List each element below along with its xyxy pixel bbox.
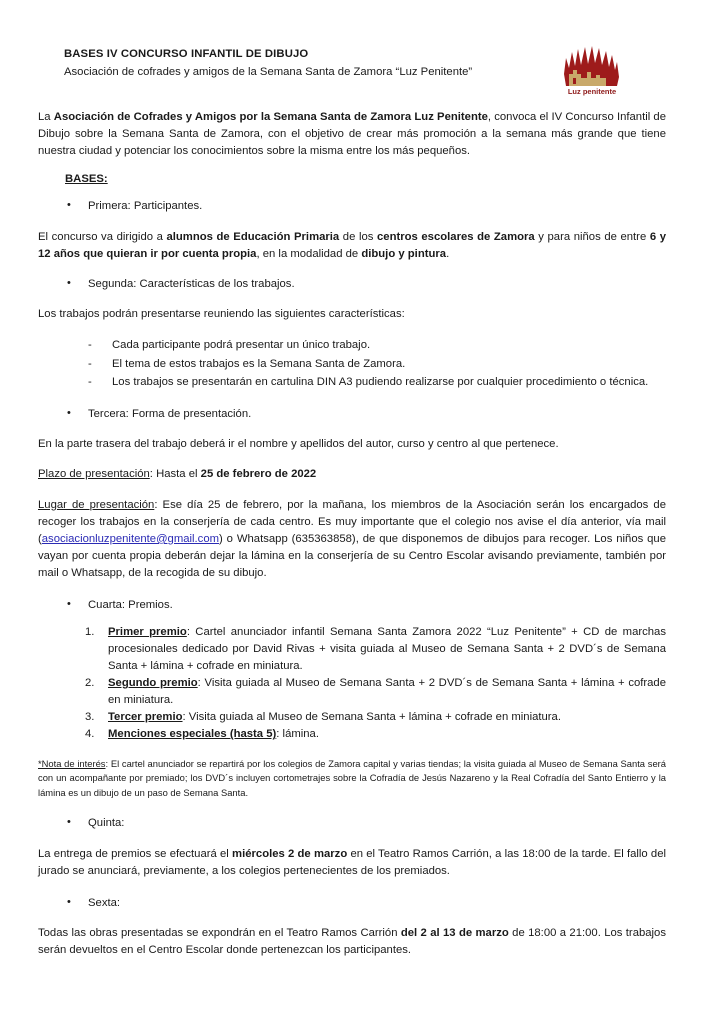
intro-text-c: , convoca el IV Concurso Infantil de Dibujo sobre la Semana Santa de Zamora, con el objetivo de crear más promoción a la semana más grande que tiene nuestra ciudad y potenciar los conocimientos sobre la misma entre los más pequeños. <box>38 111 666 158</box>
primera-text-g: , en la modalidad de <box>256 247 362 260</box>
email-link[interactable]: asociacionluzpenitente@gmail.com <box>41 532 220 545</box>
bullet-list-quinta <box>38 815 666 832</box>
plazo-presentacion-line <box>38 466 666 483</box>
quinta-bold-fecha: miércoles 2 de marzo <box>232 847 348 860</box>
prize-item <box>38 675 666 709</box>
primera-paragraph <box>38 229 666 263</box>
tercera-paragraph: En la parte trasera del trabajo deberá ir el nombre y apellidos del autor, curso y centro al que pertenece. <box>38 438 559 451</box>
dash-list-caracteristicas <box>38 336 666 391</box>
lugar-presentacion-paragraph <box>38 497 666 583</box>
bullet-list-sexta <box>38 895 666 912</box>
quinta-text-a: La entrega de premios se efectuará el <box>38 847 233 860</box>
segunda-lead-paragraph: Los trabajos podrán presentarse reuniendo las siguientes características: <box>38 308 405 321</box>
primera-text-a: El concurso va dirigido a <box>38 230 167 243</box>
intro-paragraph <box>38 109 666 160</box>
bases-heading: BASES: <box>65 173 108 186</box>
nota-de-interes <box>38 757 666 801</box>
primera-text-e: y para niños de entre <box>534 230 650 243</box>
bullet-item-tercera: • Tercera: Forma de presentación. <box>38 406 666 423</box>
primera-bold-centros: centros escolares de Zamora <box>377 230 535 243</box>
prize-list <box>38 624 666 744</box>
prize-item <box>38 709 666 726</box>
document-content <box>38 46 666 959</box>
bullet-item-cuarta: • Cuarta: Premios. <box>38 597 666 614</box>
primera-text-i: . <box>446 247 450 260</box>
dash-item: - El tema de estos trabajos es la Semana Santa de Zamora. <box>38 355 666 373</box>
prize-text: : lámina. <box>276 728 319 741</box>
prize-label: Primer premio <box>108 625 187 638</box>
dash-item: - Los trabajos se presentarán en cartulina DIN A3 pudiendo realizarse por cualquier procedimiento o técnica. <box>38 373 666 391</box>
plazo-label: Plazo de presentación <box>38 468 150 481</box>
document-header <box>38 46 666 94</box>
bullet-item-primera: • Primera: Participantes. <box>38 198 666 215</box>
prize-text: : Visita guiada al Museo de Semana Santa + lámina + cofrade en miniatura. <box>182 711 561 724</box>
dash-item: - Cada participante podrá presentar un único trabajo. <box>38 336 666 354</box>
primera-bold-alumnos: alumnos de Educación Primaria <box>166 230 340 243</box>
prize-label: Tercer premio <box>108 711 183 724</box>
sexta-paragraph <box>38 925 666 959</box>
lugar-text-a: : Ese día 25 de febrero, por la mañana, los miembros de la Asociación serán los encargados de recoger los trabajos en la conserjería de cada centro. Es muy importante que el colegio nos avise el día anterior, vía mail ( <box>38 498 666 545</box>
bullet-list-tercera <box>38 406 666 423</box>
primera-text-c: de los <box>339 230 377 243</box>
intro-text-a: La <box>38 111 54 123</box>
sexta-bold-fechas: del 2 al 13 de marzo <box>400 927 509 939</box>
prize-item <box>38 624 666 675</box>
prize-item <box>38 726 666 743</box>
quinta-text-c: en el Teatro Ramos Carrión, a las 18:00 de la tarde. El fallo del jurado se anunciará, previamente, a los colegios pertenecientes de los premiados. <box>38 847 666 877</box>
bullet-list-cuarta <box>38 597 666 614</box>
prize-label: Menciones especiales (hasta 5) <box>108 728 277 741</box>
plazo-mid: : Hasta el <box>149 468 201 481</box>
primera-bold-edad: 6 y 12 años que quieran ir por cuenta propia <box>38 230 666 260</box>
svg-text:Luz penitente: Luz penitente <box>567 87 617 96</box>
nota-text: : El cartel anunciador se repartirá por los colegios de Zamora capital y varias tiendas; la visita guiada al Museo de Semana Santa será con un acompañante por premiado; los DVD´s incluyen cortometrajes sobre la Cofradía de Jesús Nazareno y la Real Cofradía del Santo Entierro y la lámina es un dibujo de un paso de Semana Santa. <box>38 757 666 798</box>
bullet-list-segunda <box>38 276 666 293</box>
page-subtitle: Asociación de cofrades y amigos de la Semana Santa de Zamora “Luz Penitente” <box>64 66 473 79</box>
sexta-text-a: Todas las obras presentadas se expondrán en el Teatro Ramos Carrión <box>38 927 401 939</box>
prize-text: : Cartel anunciador infantil Semana Santa Zamora 2022 “Luz Penitente” + CD de marchas procesionales dedicado por David Rivas + visita guiada al Museo de Semana Santa + 2 DVD´s de Semana Santa + lámina + cofrade en miniatura. <box>108 625 666 672</box>
bullet-item-sexta: • Sexta: <box>38 895 666 912</box>
bullet-item-quinta: • Quinta: <box>38 815 666 832</box>
nota-label: *Nota de interés <box>38 757 106 769</box>
intro-association-name: Asociación de Cofrades y Amigos por la Semana Santa de Zamora Luz Penitente <box>53 111 488 123</box>
lugar-label: Lugar de presentación <box>38 498 155 511</box>
lugar-text-b: ) o Whatsapp (635363858), de que disponemos de dibujos para recoger. Los niños que vayan por cuenta propia deberán dejar la lámina en la conserjería de su Centro Escolar avisando previamente, también por mail o Whatsapp, de la recogida de su dibujo. <box>38 532 666 580</box>
page-title: BASES IV CONCURSO INFANTIL DE DIBUJO <box>64 48 309 60</box>
primera-bold-modalidad: dibujo y pintura <box>361 247 447 260</box>
luz-penitente-logo-icon <box>560 44 624 96</box>
prize-label: Segundo premio <box>108 677 198 690</box>
sexta-text-c: de 18:00 a 21:00. Los trabajos serán devueltos en el Centro Escolar donde pertenezcan los participantes. <box>38 927 666 957</box>
plazo-date: 25 de febrero de 2022 <box>200 468 317 481</box>
quinta-paragraph <box>38 846 666 880</box>
bullet-item-segunda: • Segunda: Características de los trabajos. <box>38 276 666 293</box>
bullet-list-primera <box>38 198 666 215</box>
prize-text: : Visita guiada al Museo de Semana Santa + 2 DVD´s de Semana Santa + lámina + cofrade en miniatura. <box>108 677 666 707</box>
